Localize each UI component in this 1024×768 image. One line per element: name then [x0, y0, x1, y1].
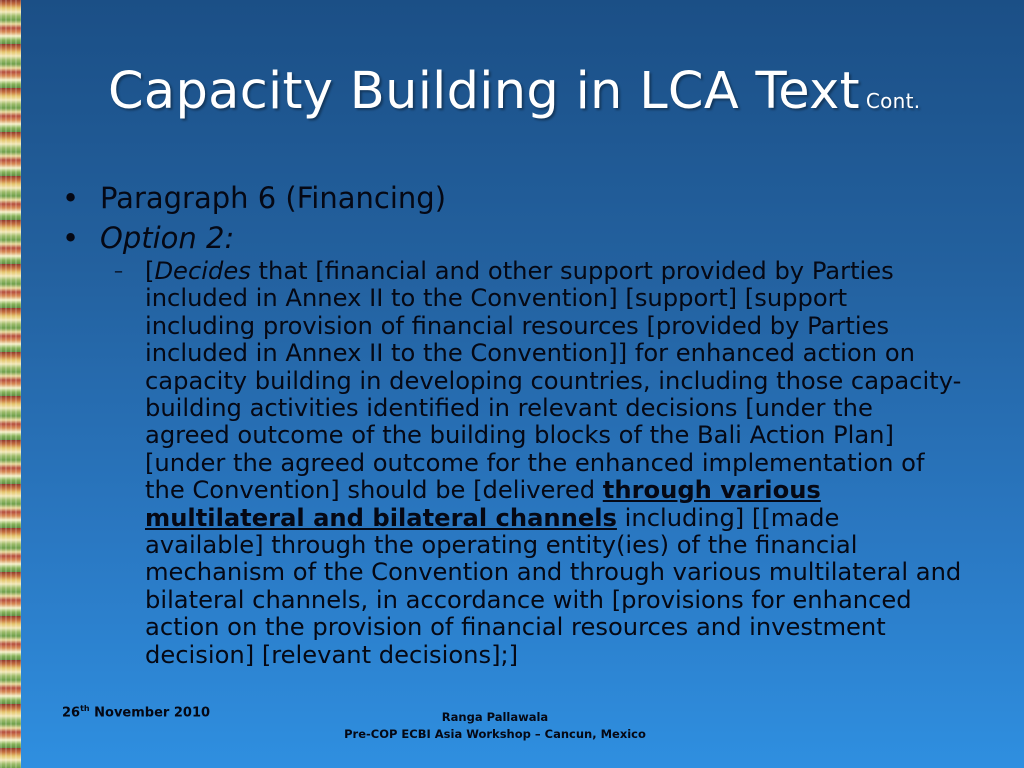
bullet-icon: • [62, 181, 80, 215]
emphasis-text: through various multilateral and bilateral channels [145, 476, 821, 532]
sub-bullet-text [114, 257, 962, 669]
footer-center [300, 709, 690, 743]
sub-text-part2: including] [[made available] through the operating entity(ies) of the financial mechanism of the Convention and through various multilateral and bilateral channels, in accordance with [provisions for enhanced action on the provision of financial resources and investment decision] [relevant decisions];] [145, 503, 962, 669]
bullet-item-paragraph [62, 178, 962, 218]
footer-event: Pre-COP ECBI Asia Workshop – Cancun, Mexico [344, 727, 646, 741]
bullet-text: Option 2: [100, 221, 235, 255]
decorative-stripe [0, 0, 21, 768]
slide-title-main: Capacity Building in LCA Text [108, 62, 860, 121]
bullet-text: Paragraph 6 (Financing) [100, 181, 447, 215]
footer-date-rest: November 2010 [89, 705, 211, 721]
dash-icon: – [114, 261, 123, 282]
footer-presenter: Ranga Pallawala [441, 710, 549, 724]
slide-title-suffix: Cont. [865, 89, 921, 113]
sub-text-part1: that [financial and other support provided by Parties included in Annex II to the Convention] [support] [support including provision of financial resources [provided by Parties included in Annex II to the Convention]] for enhanced action on capacity building in developing countries, including those capacity-building activities identified in relevant decisions [under the agreed outcome of the building blocks of the Bali Action Plan] [under the agreed outcome for the enhanced implementation of the Convention] should be [delivered [145, 257, 962, 505]
footer-date-suffix: th [80, 704, 90, 713]
open-bracket: [ [145, 257, 155, 285]
decides-word: Decides [154, 257, 251, 285]
bullet-icon: • [62, 221, 80, 255]
footer-date-day: 26 [62, 705, 81, 721]
slide-title [108, 62, 920, 121]
slide-body [62, 178, 962, 669]
footer-date [62, 704, 210, 720]
bullet-item-option [62, 218, 962, 258]
